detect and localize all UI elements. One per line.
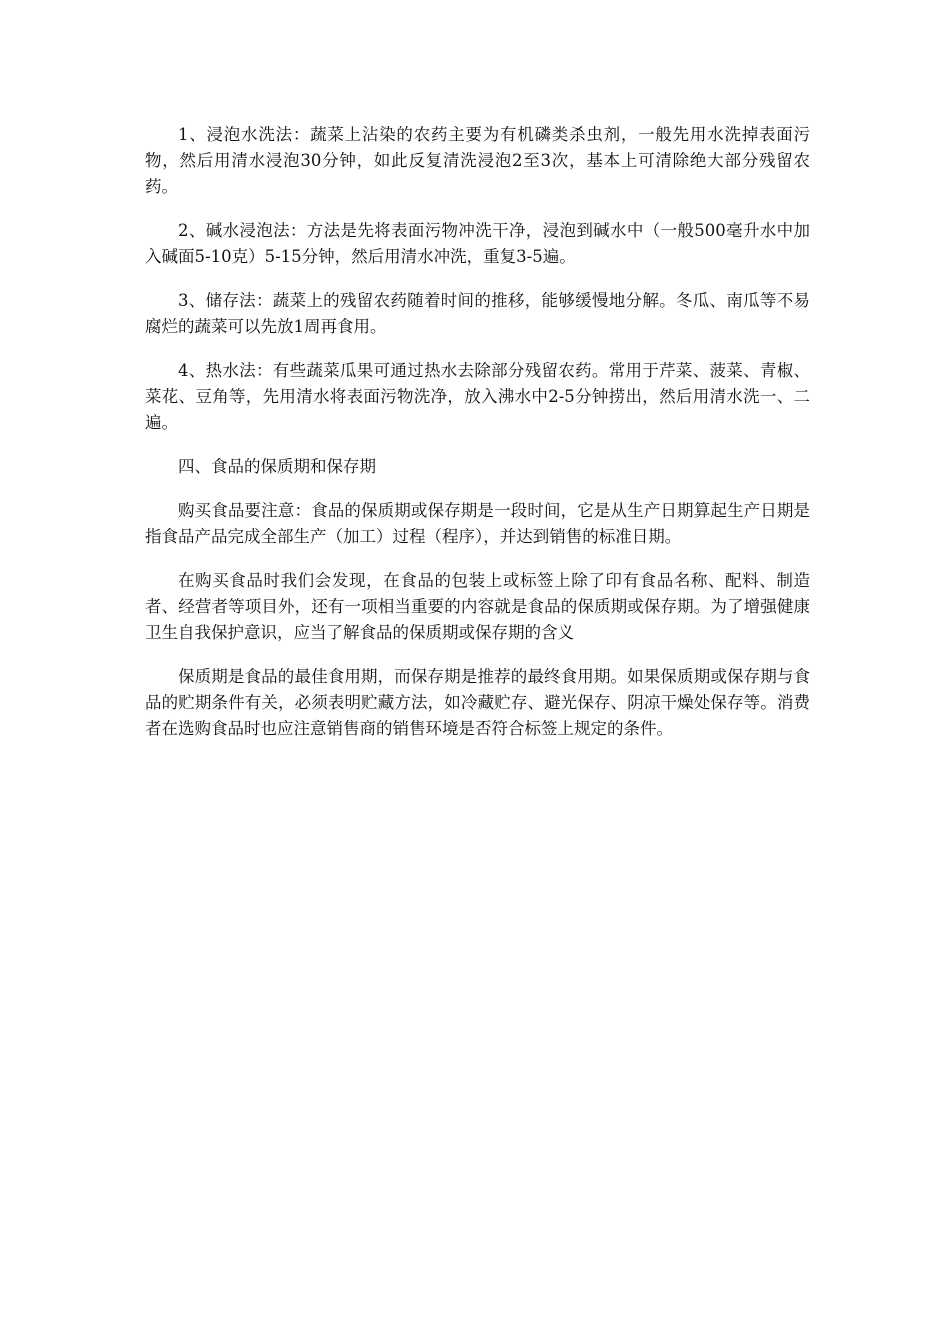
section-heading-shelf-life: 四、食品的保质期和保存期	[178, 457, 376, 476]
paragraph-soak-wash: 1、浸泡水洗法：蔬菜上沾染的农药主要为有机磷类杀虫剂，一般先用水洗掉表面污物，然后用清水浸泡30分钟，如此反复清洗浸泡2至3次，基本上可清除绝大部分残留农药。	[145, 125, 810, 196]
paragraph-alkali-soak: 2、碱水浸泡法：方法是先将表面污物冲洗干净，浸泡到碱水中（一般500毫升水中加入碱面5-10克）5-15分钟，然后用清水冲洗，重复3-5遍。	[145, 221, 810, 266]
paragraph-storage: 3、储存法：蔬菜上的残留农药随着时间的推移，能够缓慢地分解。冬瓜、南瓜等不易腐烂的蔬菜可以先放1周再食用。	[145, 291, 810, 336]
paragraph-label-contents: 在购买食品时我们会发现，在食品的包装上或标签上除了印有食品名称、配料、制造者、经营者等项目外，还有一项相当重要的内容就是食品的保质期或保存期。为了增强健康卫生自我保护意识，应当了解食品的保质期或保存期的含义	[145, 571, 810, 642]
paragraph-shelf-life-definition: 保质期是食品的最佳食用期，而保存期是推荐的最终食用期。如果保质期或保存期与食品的贮期条件有关，必须表明贮藏方法，如冷藏贮存、避光保存、阴凉干燥处保存等。消费者在选购食品时也应注意销售商的销售环境是否符合标签上规定的条件。	[145, 667, 810, 738]
paragraph-hot-water: 4、热水法：有些蔬菜瓜果可通过热水去除部分残留农药。常用于芹菜、菠菜、青椒、菜花、豆角等，先用清水将表面污物洗净，放入沸水中2-5分钟捞出，然后用清水洗一、二遍。	[145, 361, 810, 432]
paragraph-buying-notice: 购买食品要注意：食品的保质期或保存期是一段时间，它是从生产日期算起生产日期是指食品产品完成全部生产（加工）过程（程序），并达到销售的标准日期。	[145, 501, 810, 546]
document-body	[145, 122, 810, 760]
